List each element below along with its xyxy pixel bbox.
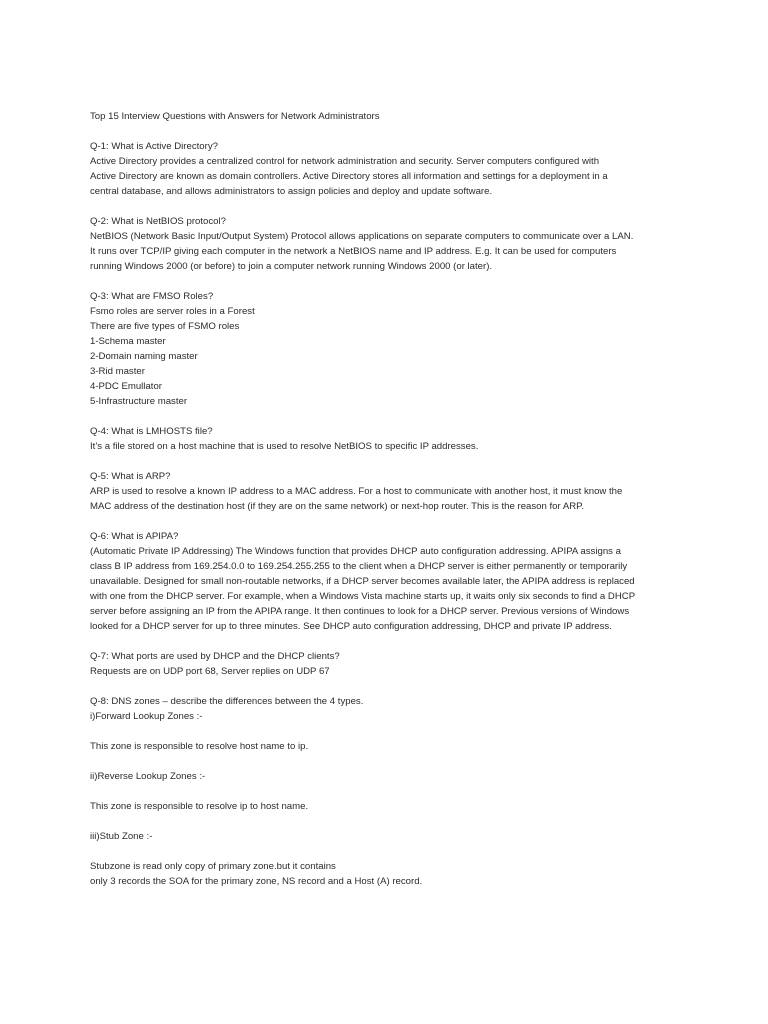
answer-line: It runs over TCP/IP giving each computer in the network a NetBIOS name and IP address. E.g. It can be used for computers <box>90 246 617 257</box>
qa-section <box>90 424 728 454</box>
answer-line: It’s a file stored on a host machine that is used to resolve NetBIOS to specific IP addresses. <box>90 441 479 452</box>
answer-line: 4-PDC Emullator <box>90 381 162 392</box>
question-heading: Q-2: What is NetBIOS protocol? <box>90 216 226 227</box>
answer-line: 1-Schema master <box>90 336 166 347</box>
qa-section <box>90 649 728 679</box>
qa-section <box>90 694 728 889</box>
answer-line: 5-Infrastructure master <box>90 396 188 407</box>
answer-line: This zone is responsible to resolve ip to host name. <box>90 801 309 812</box>
question-heading: Q-6: What is APIPA? <box>90 531 179 542</box>
answer-line: looked for a DHCP server for up to three minutes. See DHCP auto configuration addressing, DHCP and private IP address. <box>90 621 612 632</box>
answer-line: MAC address of the destination host (if they are on the same network) or next-hop router. This is the reason for ARP. <box>90 501 584 512</box>
qa-section <box>90 529 728 634</box>
answer-line: server before assigning an IP from the APIPA range. It then continues to look for a DHCP server. Previous versions of Windows <box>90 606 630 617</box>
answer-line: 3-Rid master <box>90 366 145 377</box>
answer-line: central database, and allows administrators to assign policies and deploy and update software. <box>90 186 493 197</box>
answer-line: Active Directory provides a centralized control for network administration and security. Server computers configured with <box>90 156 600 167</box>
answer-line: This zone is responsible to resolve host name to ip. <box>90 741 309 752</box>
answer-line: (Automatic Private IP Addressing) The Windows function that provides DHCP auto configuration addressing. APIPA assigns a <box>90 546 621 557</box>
blank-line <box>90 754 728 769</box>
blank-line <box>90 724 728 739</box>
qa-section <box>90 214 728 274</box>
answer-line: iii)Stub Zone :- <box>90 831 153 842</box>
question-heading: Q-5: What is ARP? <box>90 471 171 482</box>
blank-line <box>90 814 728 829</box>
qa-section <box>90 469 728 514</box>
answer-line: ii)Reverse Lookup Zones :- <box>90 771 206 782</box>
qa-section <box>90 139 728 199</box>
answer-line: ARP is used to resolve a known IP address to a MAC address. For a host to communicate with another host, it must know the <box>90 486 623 497</box>
answer-line: There are five types of FSMO roles <box>90 321 240 332</box>
blank-line <box>90 784 728 799</box>
answer-line: 2-Domain naming master <box>90 351 198 362</box>
answer-line: Stubzone is read only copy of primary zone.but it contains <box>90 861 336 872</box>
blank-line <box>90 844 728 859</box>
answer-line: unavailable. Designed for small non-routable networks, if a DHCP server becomes available later, the APIPA address is replaced <box>90 576 635 587</box>
answer-line: i)Forward Lookup Zones :- <box>90 711 203 722</box>
answer-line: Active Directory are known as domain controllers. Active Directory stores all information and settings for a deployment in a <box>90 171 608 182</box>
answer-line: running Windows 2000 (or before) to join a computer network running Windows 2000 (or later). <box>90 261 493 272</box>
qa-list <box>90 139 728 889</box>
question-heading: Q-8: DNS zones – describe the differences between the 4 types. <box>90 696 364 707</box>
answer-line: only 3 records the SOA for the primary zone, NS record and a Host (A) record. <box>90 876 423 887</box>
question-heading: Q-7: What ports are used by DHCP and the DHCP clients? <box>90 651 340 662</box>
answer-line: NetBIOS (Network Basic Input/Output System) Protocol allows applications on separate computers to communicate over a LAN. <box>90 231 634 242</box>
question-heading: Q-4: What is LMHOSTS file? <box>90 426 213 437</box>
document-title: Top 15 Interview Questions with Answers for Network Administrators <box>90 111 380 122</box>
answer-line: class B IP address from 169.254.0.0 to 169.254.255.255 to the client when a DHCP server is either permanently or temporarily <box>90 561 628 572</box>
answer-line: Fsmo roles are server roles in a Forest <box>90 306 255 317</box>
answer-line: with one from the DHCP server. For example, when a Windows Vista machine starts up, it waits only six seconds to find a DHCP <box>90 591 636 602</box>
answer-line: Requests are on UDP port 68, Server replies on UDP 67 <box>90 666 330 677</box>
question-heading: Q-3: What are FMSO Roles? <box>90 291 214 302</box>
qa-section <box>90 289 728 409</box>
question-heading: Q-1: What is Active Directory? <box>90 141 218 152</box>
